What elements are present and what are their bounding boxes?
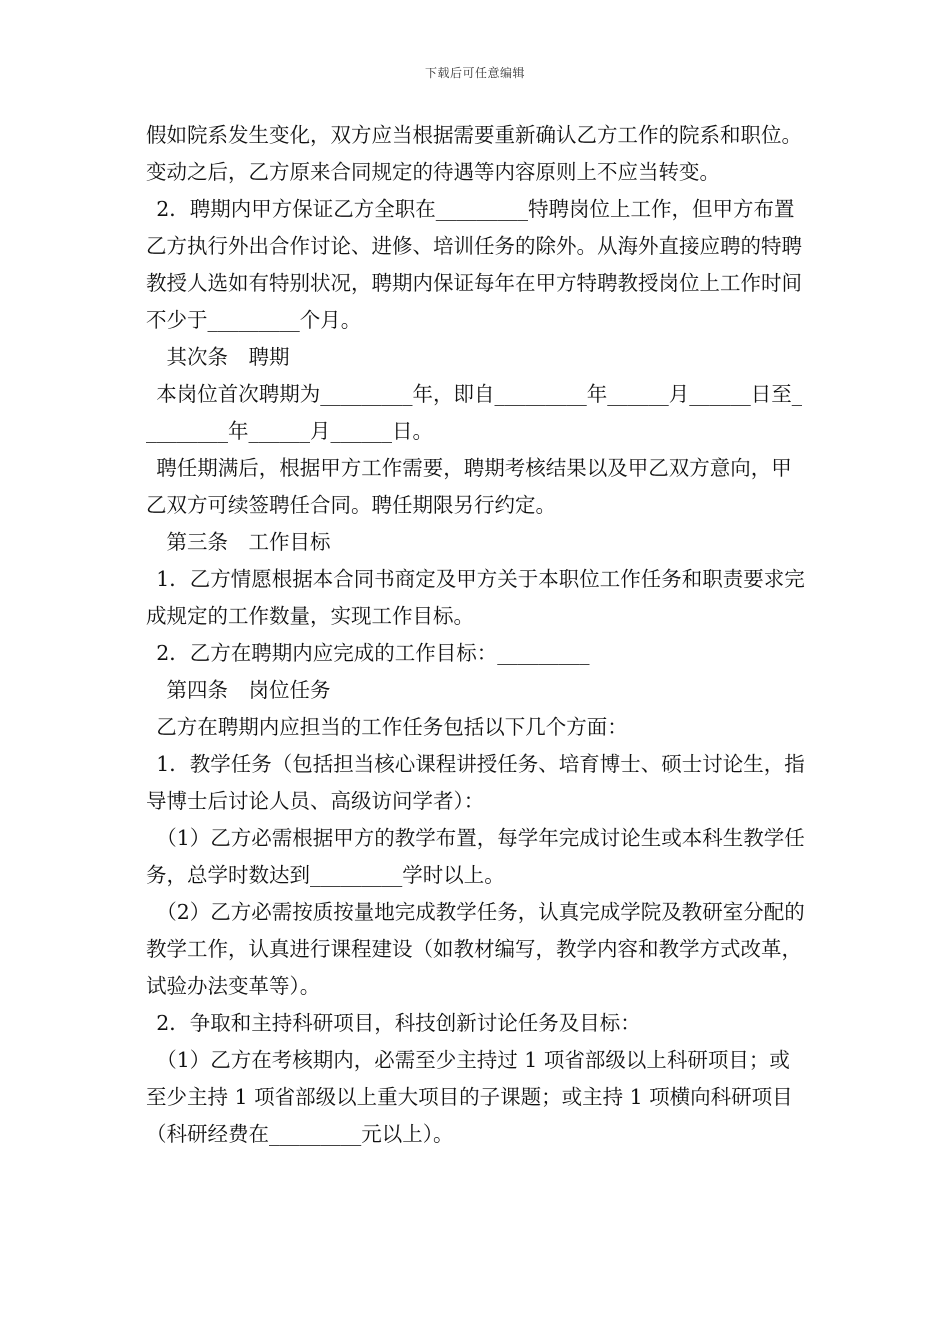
page-header: 下载后可任意编辑 — [424, 66, 525, 80]
contract-paragraph: 2．聘期内甲方保证乙方全职在_________特聘岗位上工作，但甲方布置乙方执行外出合作讨论、进修、培训任务的除外。从海外直接应聘的特聘教授人选如有特别状况，聘期内保证每年在甲方特聘教授岗位上工作时间不少于_________个月。 — [146, 197, 802, 332]
contract-paragraph: 本岗位首次聘期为_________年，即自_________年______月______日至_________年______月______日。 — [146, 382, 802, 443]
contract-paragraph: 假如院系发生变化，双方应当根据需要重新确认乙方工作的院系和职位。变动之后，乙方原来合同规定的待遇等内容原则上不应当转变。 — [146, 123, 802, 184]
contract-paragraph: 第三条 工作目标 — [166, 530, 331, 554]
contract-paragraph: 2．争取和主持科研项目，科技创新讨论任务及目标： — [156, 1011, 641, 1035]
contract-paragraph: （2）乙方必需按质按量地完成教学任务，认真完成学院及教研室分配的教学工作，认真进行课程建设（如教材编写，教学内容和教学方式改革，试验办法变革等）。 — [146, 900, 805, 998]
contract-paragraph: 聘任期满后，根据甲方工作需要，聘期考核结果以及甲乙双方意向，甲乙双方可续签聘任合同。聘任期限另行约定。 — [146, 456, 792, 517]
contract-paragraph: 1．教学任务（包括担当核心课程讲授任务、培育博士、硕士讨论生，指导博士后讨论人员、高级访问学者）： — [146, 752, 805, 813]
contract-paragraph: 乙方在聘期内应担当的工作任务包括以下几个方面： — [156, 715, 628, 739]
contract-paragraph: 第四条 岗位任务 — [166, 678, 331, 702]
contract-paragraph: （1）乙方在考核期内，必需至少主持过 1 项省部级以上科研项目；或至少主持 1 项省部级以上重大项目的子课题；或主持 1 项横向科研项目（科研经费在_________元以上）。 — [146, 1048, 793, 1146]
contract-paragraph: 其次条 聘期 — [166, 345, 290, 369]
contract-paragraph: （1）乙方必需根据甲方的教学布置，每学年完成讨论生或本科生教学任务，总学时数达到_________学时以上。 — [146, 826, 805, 887]
contract-paragraph: 1．乙方情愿根据本合同书商定及甲方关于本职位工作任务和职责要求完成规定的工作数量，实现工作目标。 — [146, 567, 805, 628]
document-body — [146, 117, 810, 1153]
contract-paragraph: 2．乙方在聘期内应完成的工作目标：_________ — [156, 641, 590, 665]
